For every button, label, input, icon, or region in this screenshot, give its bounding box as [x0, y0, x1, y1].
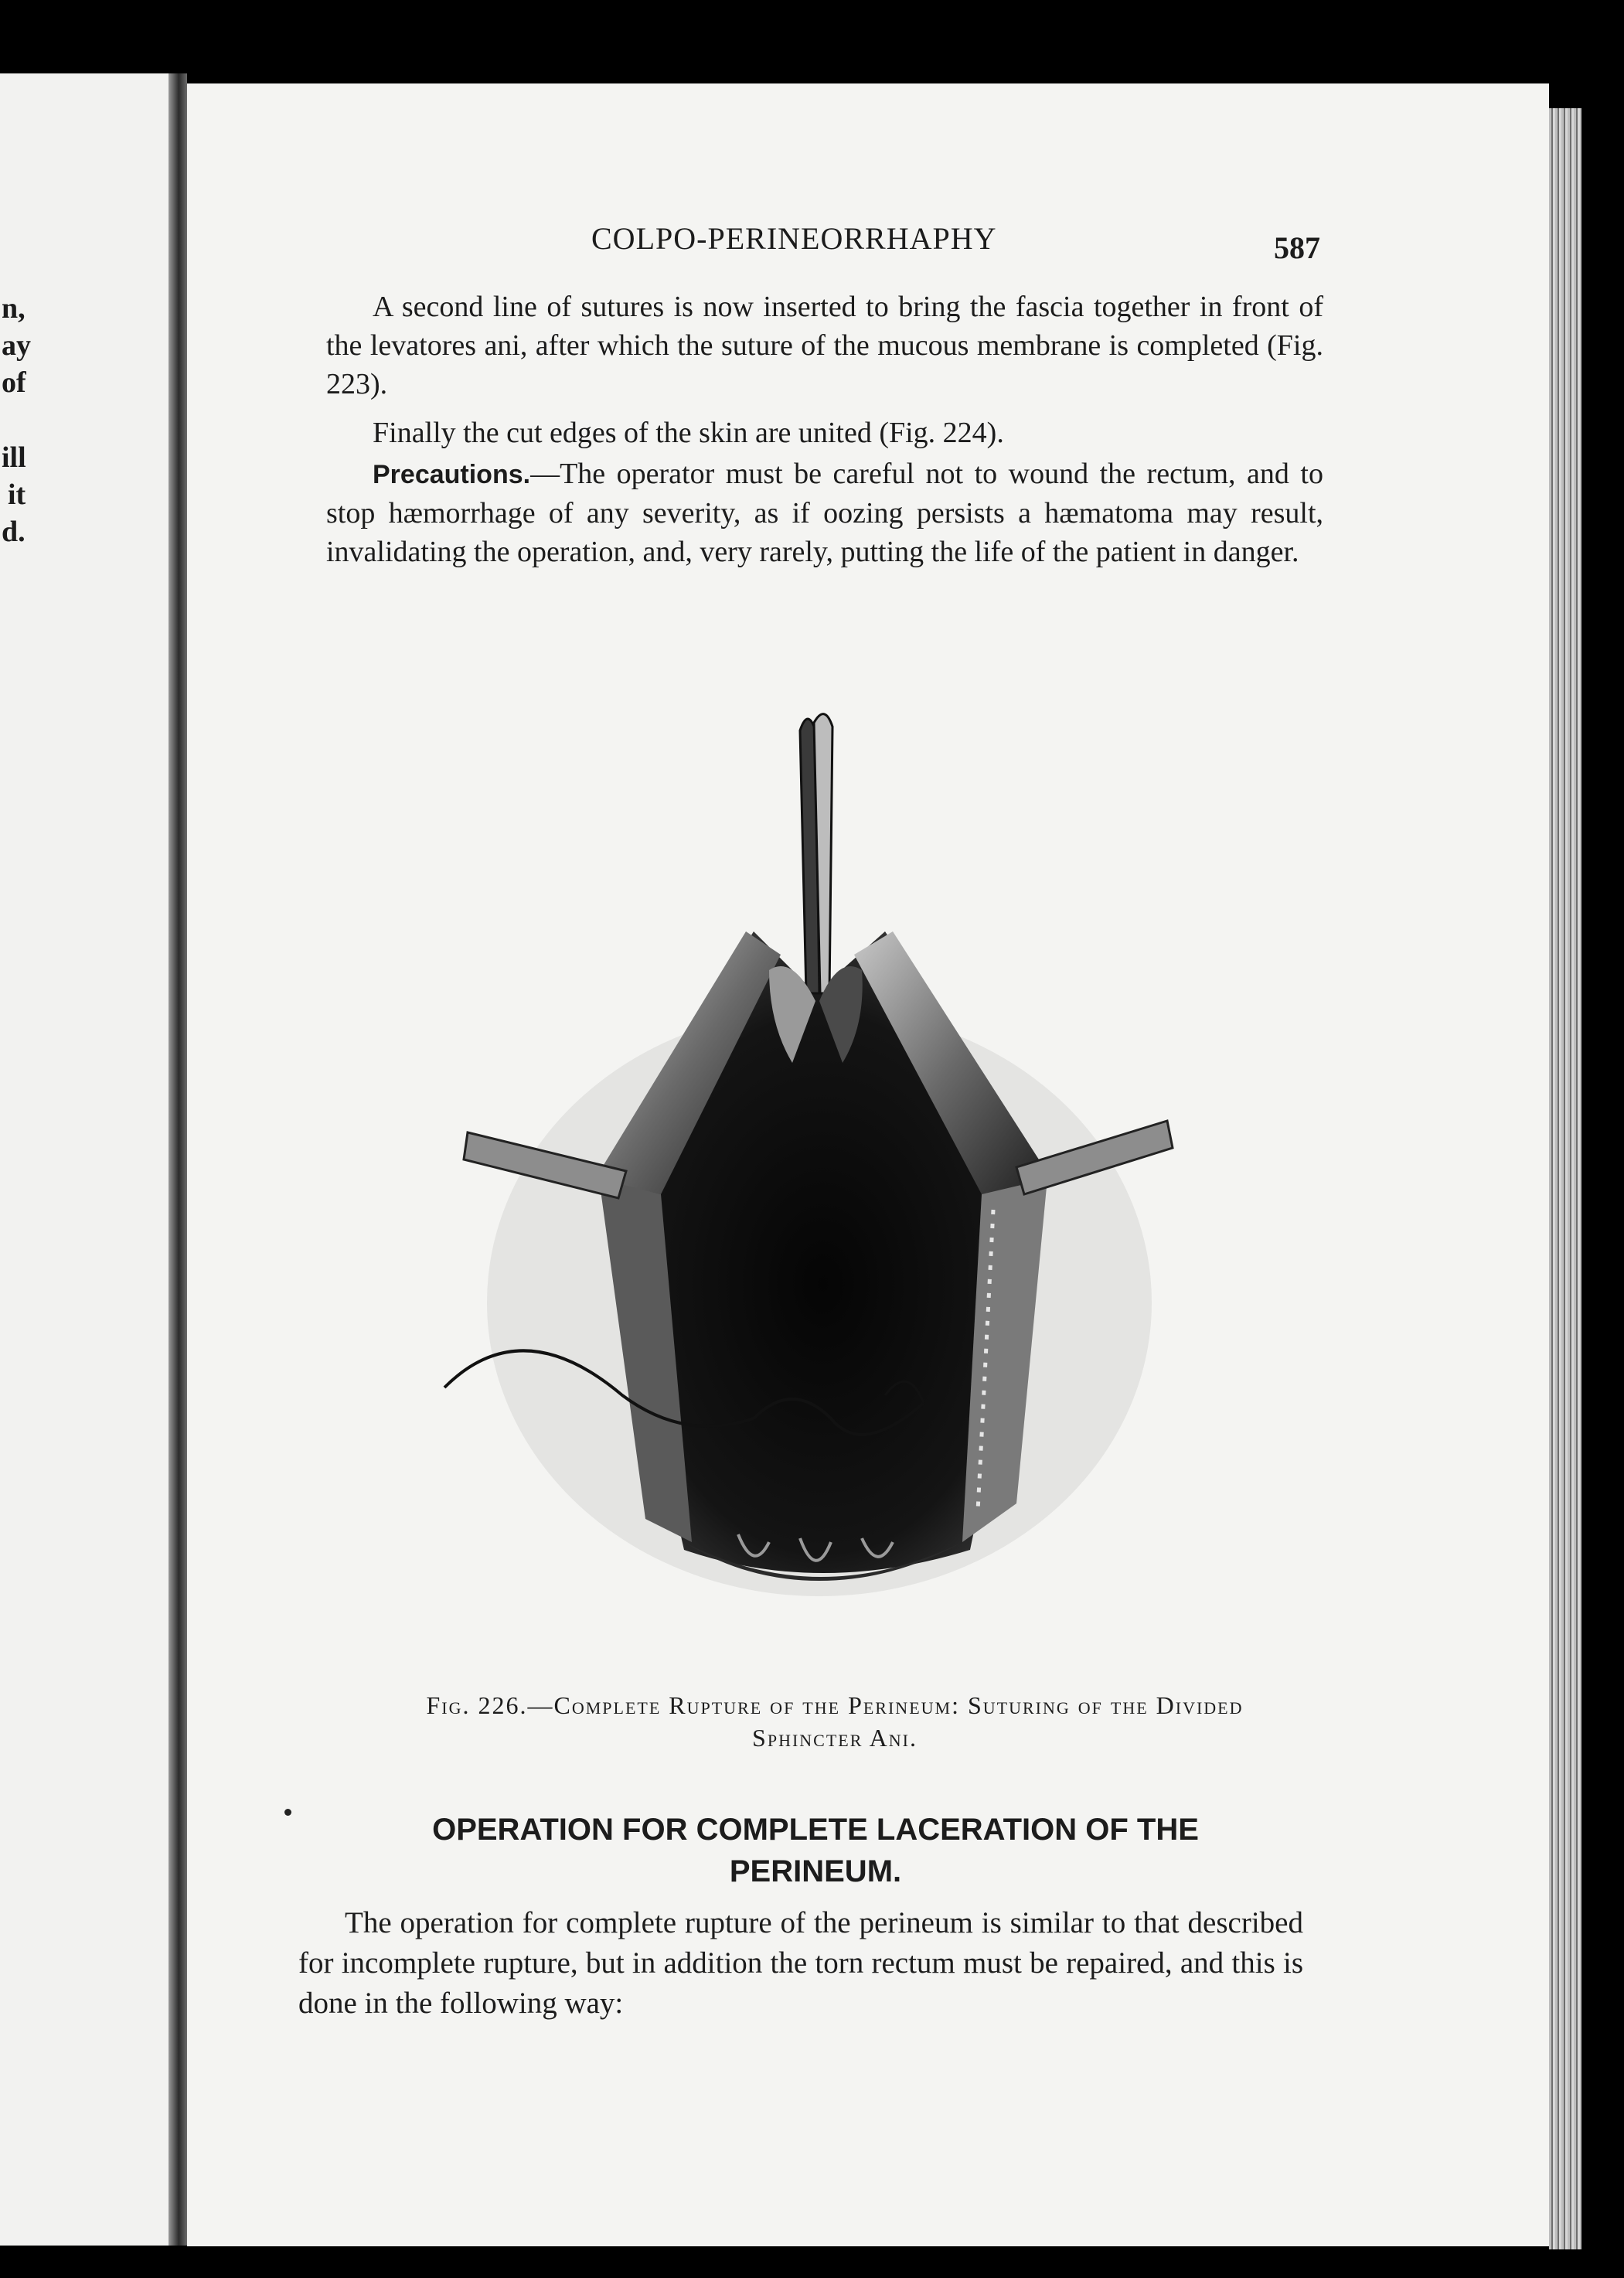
- paragraph-text: Finally the cut edges of the skin are united (Fig. 224).: [373, 417, 1004, 449]
- paragraph-skin: [326, 414, 1323, 452]
- facing-page-text: d.: [2, 516, 26, 548]
- book-gutter: [169, 73, 187, 2246]
- heading-line: PERINEUM.: [729, 1854, 902, 1888]
- section-heading: [332, 1809, 1299, 1892]
- paragraph-operation: [298, 1903, 1303, 2024]
- facing-page-text: of: [2, 366, 26, 399]
- figure-caption: [294, 1689, 1376, 1754]
- facing-page-fragment: [0, 73, 169, 2246]
- facing-page-text: ill: [2, 441, 26, 474]
- surgical-illustration: [429, 700, 1210, 1627]
- facing-page-text: n,: [2, 292, 26, 325]
- page-number: 587: [1274, 230, 1320, 265]
- paragraph-text: —The operator must be careful not to wound the rectum, and to stop hæmorrhage of any severity, as if oozing persists a hæmatoma may result, invalidating the operation, and, very rarely, putting the life of the patient in danger.: [326, 458, 1323, 568]
- facing-page-text: ay: [2, 329, 31, 362]
- run-in-heading: Precautions.: [373, 460, 531, 489]
- facing-page-text: it: [8, 478, 26, 511]
- margin-dot: [284, 1809, 291, 1816]
- page-edges: [1549, 108, 1581, 2249]
- paragraph-text: The operation for complete rupture of the perineum is similar to that described for incomplete rupture, but in addition the torn rectum must be repaired, and this is done in the following way:: [298, 1906, 1303, 2020]
- running-head: COLPO-PERINEORRHAPHY: [591, 221, 997, 256]
- paragraph-precautions: [326, 455, 1323, 571]
- paragraph-text: A second line of sutures is now inserted to bring the fascia together in front of the levatores ani, after which the suture of the mucous membrane is completed (Fig. 223).: [326, 291, 1323, 400]
- paragraph-sutures: [326, 288, 1323, 404]
- caption-line: Sphincter Ani.: [752, 1724, 918, 1752]
- heading-line: OPERATION FOR COMPLETE LACERATION OF THE: [432, 1813, 1199, 1847]
- caption-line: Fig. 226.—Complete Rupture of the Perineum: Suturing of the Divided: [426, 1691, 1244, 1719]
